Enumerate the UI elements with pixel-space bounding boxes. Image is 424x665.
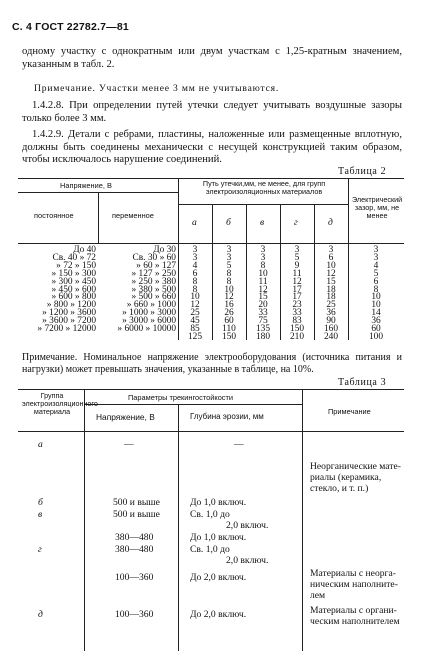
t2-row-creepage: 8 (226, 268, 232, 279)
t2-header-creepage: Путь утечки,мм, не менее, для групп электроизоляционных материалов (202, 179, 326, 196)
t2-row-creepage: 6 (192, 268, 198, 279)
t2-row-gap: 3 (373, 252, 379, 263)
table-3-caption: Таблица 3 (338, 377, 387, 388)
t3-header-params: Параметры трекингостойкости (128, 393, 234, 402)
t2-row-creepage: 3 (260, 245, 266, 255)
t2-row-gap: 4 (373, 260, 379, 271)
t2-row-creepage: 150 (221, 331, 237, 342)
t2-row-creepage: 160 (323, 324, 339, 334)
t2-row-creepage: 12 (326, 268, 336, 279)
t2-row-creepage: 6 (328, 252, 334, 263)
t2-row-dc: » 300 » 450 (51, 276, 96, 287)
t2-row-creepage: 36 (326, 308, 336, 319)
t2-row-creepage: 10 (258, 268, 268, 279)
t2-row-creepage: 150 (289, 324, 305, 334)
t3-v-voltage: 500 и выше (113, 509, 160, 520)
t2-row-dc: До 40 (73, 245, 96, 255)
t2-row-creepage: 3 (226, 245, 232, 255)
t2-row-creepage: 210 (289, 331, 305, 342)
t2-row-creepage: 12 (224, 292, 234, 303)
t3-v-depth-2: 2,0 включ. (226, 520, 269, 531)
t3-g-depth-2a: Св. 1,0 до (190, 544, 230, 555)
t2-row-gap: 8 (373, 284, 379, 295)
t2-row-gap: 6 (373, 276, 379, 287)
t2-group-d: д (328, 217, 333, 228)
t3-header-group: Группа электроизоляционного материала (22, 391, 98, 417)
t3-group-d: д (38, 609, 43, 620)
t2-row-dc: » 72 » 150 (56, 260, 96, 271)
t2-row-gap: 60 (371, 324, 381, 334)
t2-group-b: б (226, 217, 231, 228)
t2-row-creepage: 33 (258, 308, 268, 319)
t2-row-creepage: 3 (192, 252, 198, 263)
t2-row-creepage: 90 (326, 316, 336, 327)
t3-g-voltage-1: 380—480 (115, 532, 154, 543)
page-header: С. 4 ГОСТ 22782.7—81 (12, 21, 129, 33)
t2-row-creepage: 125 (187, 331, 203, 342)
t2-row-creepage: 8 (226, 276, 232, 287)
t2-row-gap: 14 (371, 308, 381, 319)
t2-row-ac: » 250 » 380 (131, 276, 176, 287)
t2-row-creepage: 12 (292, 276, 302, 287)
t2-row-creepage: 75 (258, 316, 268, 327)
t3-g-note-1: Материалы с неорга- (310, 568, 396, 579)
note-2: Примечание. Номинальное напряжение электрооборудования (источника питания и нагрузки) может превышать значения, указанные в таблице, на 10%. (22, 352, 402, 375)
t2-header-ac: переменное (112, 211, 154, 220)
t2-row-creepage: 240 (323, 331, 339, 342)
t3-b-voltage: 500 и выше (113, 497, 160, 508)
t3-g-voltage-2: 380—480 (115, 544, 154, 555)
t2-row-creepage: 23 (292, 300, 302, 311)
t2-row-dc: » 1200 » 3600 (42, 308, 96, 319)
t2-row-creepage: 11 (258, 276, 268, 287)
t2-header-gap: Электрический зазор, мм, не менее (352, 195, 403, 220)
t2-row-creepage: 25 (326, 300, 336, 311)
t2-row-creepage: 17 (292, 284, 302, 295)
t2-row-dc: » 7200 » 12000 (37, 324, 96, 334)
t2-row-ac: » 127 » 250 (131, 268, 176, 279)
t2-row-creepage: 8 (260, 260, 266, 271)
t2-row-creepage: 25 (190, 308, 200, 319)
t3-a-voltage: — (124, 439, 134, 450)
t2-row-ac: До 30 (153, 245, 176, 255)
t2-header-voltage: Напряжение, В (60, 181, 112, 190)
t2-row-ac: » 660 » 1000 (126, 300, 176, 311)
t2-row-creepage: 3 (294, 245, 300, 255)
t2-row-creepage: 18 (326, 284, 336, 295)
t2-row-dc: » 600 » 800 (51, 292, 96, 303)
t3-g-voltage-3: 100—360 (115, 572, 154, 583)
t3-group-v: в (38, 509, 43, 520)
t2-row-creepage: 12 (190, 300, 200, 311)
t2-row-creepage: 85 (190, 324, 200, 334)
t2-row-creepage: 3 (328, 245, 334, 255)
t2-row-ac: » 6000 » 10000 (117, 324, 176, 334)
t2-row-gap: 5 (373, 268, 379, 279)
t3-a-depth: — (234, 439, 244, 450)
t3-group-b: б (38, 497, 43, 508)
t3-header-note: Примечание (328, 407, 371, 416)
t2-row-creepage: 10 (224, 284, 234, 295)
t2-row-creepage: 9 (294, 260, 300, 271)
t2-row-creepage: 5 (226, 260, 232, 271)
t2-group-a: а (192, 217, 197, 228)
t2-header-dc: постоянное (34, 211, 74, 220)
t2-row-creepage: 5 (294, 252, 300, 263)
t2-row-creepage: 26 (224, 308, 234, 319)
t3-d-note-2: ческим наполнителем (310, 616, 400, 627)
t2-row-creepage: 110 (222, 324, 236, 334)
paragraph-1-4-2-8: 1.4.2.8. При определении путей утечки следует учитывать воздушные зазоры только более 3 мм. (22, 100, 402, 124)
t2-row-creepage: 15 (326, 276, 336, 287)
t2-row-dc: Св. 40 » 72 (52, 252, 96, 263)
t2-row-ac: » 3000 » 6000 (122, 316, 176, 327)
table-2-caption: Таблица 2 (338, 166, 387, 177)
t3-g-depth-2b: 2,0 включ. (226, 555, 269, 566)
t2-row-gap: 36 (371, 316, 381, 327)
t3-g-depth-3: До 2,0 включ. (190, 572, 247, 583)
t3-a-note-3: стекло, и т. п.) (310, 483, 369, 494)
t2-row-gap: 100 (368, 331, 384, 342)
t3-header-depth: Глубина эрозии, мм (190, 412, 264, 421)
t2-row-creepage: 3 (260, 252, 266, 263)
t2-row-creepage: 11 (292, 268, 302, 279)
t2-row-ac: Св. 30 » 60 (132, 252, 176, 263)
t2-row-ac: » 1000 » 3000 (122, 308, 176, 319)
t2-row-ac: » 500 » 660 (131, 292, 176, 303)
t2-row-creepage: 3 (226, 252, 232, 263)
t2-row-ac: » 60 » 127 (136, 260, 176, 271)
t2-row-dc: » 450 » 600 (51, 284, 96, 295)
t2-row-ac: » 380 » 500 (131, 284, 176, 295)
t2-row-creepage: 8 (192, 276, 198, 287)
t2-row-creepage: 10 (326, 260, 336, 271)
t2-row-creepage: 4 (192, 260, 198, 271)
t3-d-depth: До 2,0 включ. (190, 609, 247, 620)
t3-d-voltage: 100—360 (115, 609, 154, 620)
t2-row-creepage: 3 (192, 245, 198, 255)
t2-row-creepage: 45 (190, 316, 200, 327)
t3-v-depth-1: Св. 1,0 до (190, 509, 230, 520)
t2-row-creepage: 12 (258, 284, 268, 295)
t2-row-creepage: 8 (192, 284, 198, 295)
t3-group-a: а (38, 439, 43, 450)
t3-a-note-2: риалы (керамика, (310, 472, 382, 483)
t2-row-creepage: 15 (258, 292, 268, 303)
t2-row-creepage: 135 (255, 324, 271, 334)
t2-row-gap: 3 (373, 245, 379, 255)
t3-header-voltage: Напряжение, В (96, 412, 155, 422)
t3-g-note-2: ническим наполните- (310, 579, 398, 590)
t3-d-note-1: Материалы с органи- (310, 605, 397, 616)
t2-row-creepage: 18 (326, 292, 336, 303)
t2-row-creepage: 20 (258, 300, 268, 311)
t2-row-creepage: 16 (224, 300, 234, 311)
t2-row-creepage: 83 (292, 316, 302, 327)
t2-row-dc: » 3600 » 7200 (42, 316, 96, 327)
t2-group-g: г (294, 217, 298, 228)
t2-group-v: в (260, 217, 265, 228)
t2-row-creepage: 10 (190, 292, 200, 303)
t2-row-gap: 10 (371, 292, 381, 303)
t2-row-creepage: 180 (255, 331, 271, 342)
t2-row-dc: » 150 » 300 (51, 268, 96, 279)
note-1: Примечание. Участки менее 3 мм не учитываются. (34, 83, 280, 94)
t3-group-g: г (38, 544, 42, 555)
t2-row-creepage: 60 (224, 316, 234, 327)
t3-b-depth: До 1,0 включ. (190, 497, 247, 508)
t2-row-creepage: 17 (292, 292, 302, 303)
paragraph-continuation: одному участку с однократным или двум участкам с 1,25-кратным значением, указанным в табл. 2. (22, 46, 402, 70)
t3-g-depth-1: До 1,0 включ. (190, 532, 247, 543)
t2-row-creepage: 33 (292, 308, 302, 319)
t3-g-note-3: лем (310, 590, 326, 601)
paragraph-1-4-2-9: 1.4.2.9. Детали с ребрами, пластины, наложенные или размещенные вплотную, должны быть соединены механически с несущей конструкцией таким образом, чтобы исключалось нарушение соединений. (22, 129, 402, 166)
t2-row-gap: 10 (371, 300, 381, 311)
t3-a-note-1: Неорганические мате- (310, 461, 401, 472)
t2-row-dc: » 800 » 1200 (46, 300, 96, 311)
